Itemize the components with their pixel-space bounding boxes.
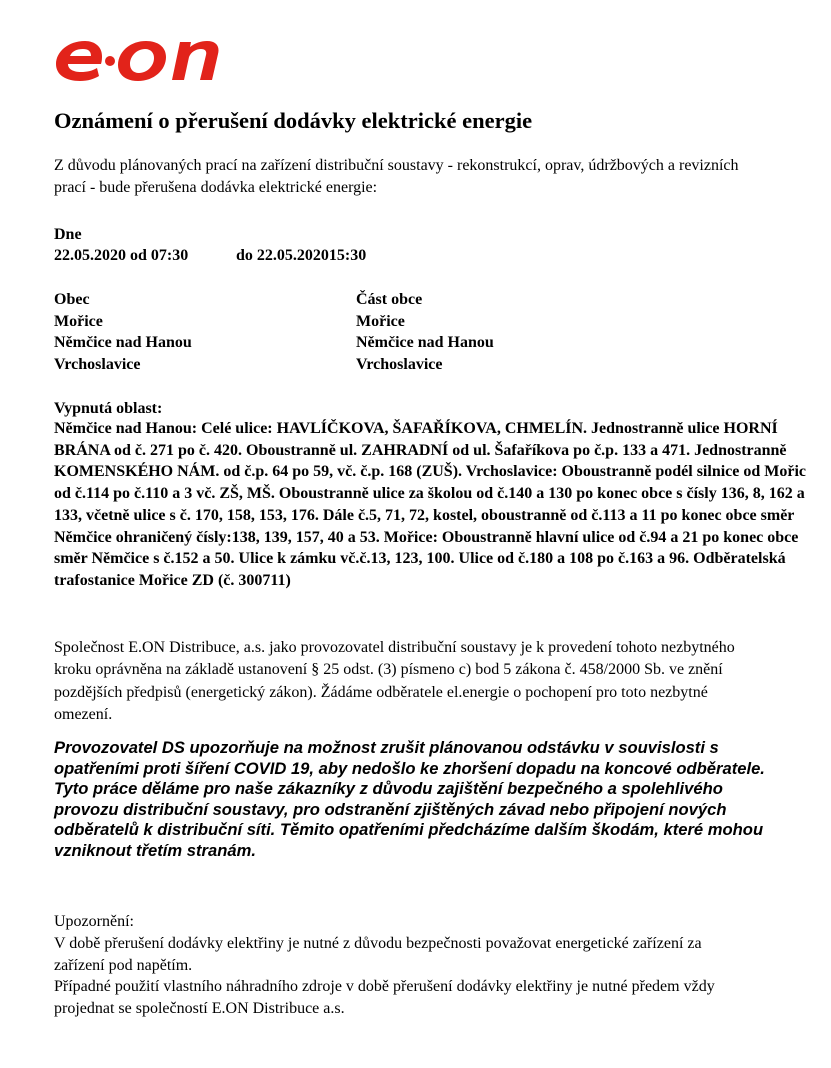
obec-header: Obec: [54, 291, 90, 308]
locations-cast-column: [356, 289, 494, 375]
page-title: Oznámení o přerušení dodávky elektrické energie: [54, 108, 533, 133]
schedule-to: do 22.05.202015:30: [236, 247, 367, 264]
covid-line-2: Tyto práce děláme pro naše zákazníky z důvodu zajištění bezpečného a spolehlivého provozu distribuční soustavy, pro odstranění zjištěných závad nebo připojení nových odběratelů k distribuční síti. Těmito opatřeními předcházíme dalším škodám, které mohou vzniknout třetím stranám.: [54, 779, 764, 860]
obec-item: Němčice nad Hanou: [54, 334, 192, 352]
obec-item: Mořice: [54, 312, 103, 330]
schedule-label: Dne: [54, 226, 82, 243]
cast-header: Část obce: [356, 291, 423, 308]
cast-item: Němčice nad Hanou: [356, 334, 494, 352]
locations-obec-column: [54, 289, 192, 375]
warning-text-1: V době přerušení dodávky elektřiny je nutné z důvodu bezpečnosti považovat energetické zařízení za zařízení pod napětím.: [54, 935, 702, 974]
company-notice: Společnost E.ON Distribuce, a.s. jako provozovatel distribuční soustavy je k provedení tohoto nezbytného kroku oprávněna na základě ustanovení § 25 odst. (3) písmeno c) bod 5 zákona č. 458/2000 Sb. ve znění pozdějších předpisů (energetický zákon). Žádáme odběratele el.energie o pochopení pro toto nezbytné omezení.: [54, 639, 735, 723]
covid-notice: [54, 738, 766, 861]
warning-text-2: Případné použití vlastního náhradního zdroje v době přerušení dodávky elektřiny je nutné předem vždy projednat se společností E.ON Distribuce a.s.: [54, 978, 715, 1017]
covid-line-1: Provozovatel DS upozorňuje na možnost zrušit plánovanou odstávku v souvislosti s opatřeními proti šíření COVID 19, aby nedošlo ke zhoršení dopadu na koncové odběratele.: [54, 738, 765, 778]
schedule-from: 22.05.2020 od 07:30: [54, 247, 189, 264]
area-text: Němčice nad Hanou: Celé ulice: HAVLÍČKOVA, ŠAFAŘÍKOVA, CHMELÍN. Jednostranně ulice HORNÍ BRÁNA od č. 271 po č. 420. Oboustranně ul. ZAHRADNÍ od ul. Šafaříkova po č.p. 133 a 471. Jednostranně KOMENSKÉHO NÁM. od č.p. 64 po 59, vč. č.p. 168 (ZUŠ). Vrchoslavice: Oboustranně podél silnice od Mořic od č.114 po č.110 a 3 vč. ZŠ, MŠ. Oboustranně ulice za školou od č.140 a 130 po konec obce s čísly 136, 8, 162 a 133, včetně ulice s č. 170, 158, 153, 176. Dále č.5, 71, 72, kostel, oboustranně od č.113 a 11 po konec obce směr Němčice ohraničený čísly:138, 139, 157, 40 a 53. Mořice: Oboustranně hlavní ulice od č.94 a 21 po konec obce směr Němčice s č.152 a 50. Ulice k zámku vč.č.13, 123, 100. Ulice od č.180 a 108 po č.163 a 96. Odběratelská trafostanice Mořice ZD (č. 300711): [54, 420, 807, 589]
warning-label: Upozornění:: [54, 913, 134, 930]
cast-item: Vrchoslavice: [356, 355, 443, 373]
obec-item: Vrchoslavice: [54, 355, 141, 373]
intro-text: Z důvodu plánovaných prací na zařízení distribuční soustavy - rekonstrukcí, oprav, údržbových a revizních prací - bude přerušena dodávka elektrické energie:: [54, 157, 739, 196]
area-label: Vypnutá oblast:: [54, 400, 163, 417]
eon-logo: [54, 30, 219, 82]
cast-item: Mořice: [356, 312, 405, 330]
